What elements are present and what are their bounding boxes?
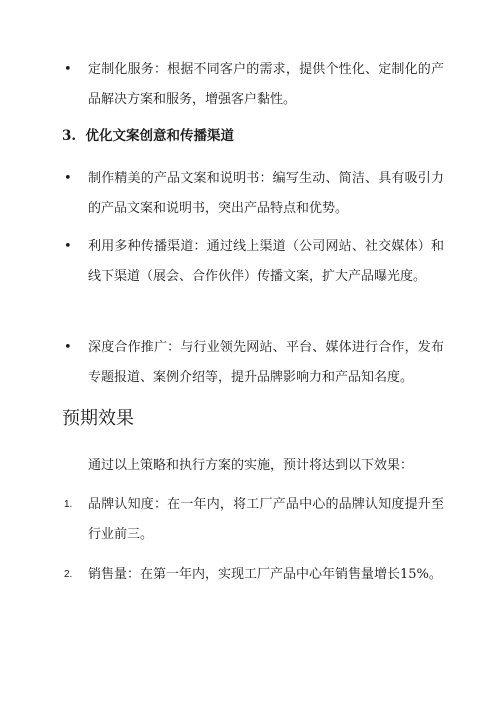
section-heading	[62, 125, 234, 147]
list-item-text: 深度合作推广：与行业领先网站、平台、媒体进行合作，发布专题报道、案例介绍等，提升品牌影响力和产品知名度。	[88, 340, 444, 385]
list-item	[64, 333, 444, 393]
intro-paragraph: 通过以上策略和执行方案的实施，预计将达到以下效果：	[88, 458, 414, 473]
bullet-marker: •	[64, 239, 72, 254]
list-item	[64, 55, 444, 115]
bullet-marker: •	[64, 171, 72, 186]
item-number: 2.	[64, 569, 73, 580]
item-number: 1.	[64, 499, 73, 510]
section-number: 3.	[62, 128, 77, 144]
list-item	[64, 164, 444, 224]
numbered-item	[64, 560, 444, 590]
numbered-item-text: 品牌认知度：在一年内，将工厂产品中心的品牌认知度提升至行业前三。	[88, 497, 444, 542]
list-item-text: 定制化服务：根据不同客户的需求，提供个性化、定制化的产品解决方案和服务，增强客户黏性。	[88, 62, 444, 107]
numbered-item-text: 销售量：在第一年内，实现工厂产品中心年销售量增长15%。	[88, 567, 442, 582]
list-item-text: 制作精美的产品文案和说明书：编写生动、简洁、具有吸引力的产品文案和说明书，突出产品特点和优势。	[88, 171, 444, 216]
section-title: 优化文案创意和传播渠道	[85, 128, 234, 144]
bullet-marker: •	[64, 340, 72, 355]
numbered-item	[64, 490, 444, 550]
page-heading: 预期效果	[62, 408, 134, 429]
list-item	[64, 232, 444, 292]
list-item-text: 利用多种传播渠道：通过线上渠道（公司网站、社交媒体）和线下渠道（展会、合作伙伴）传播文案，扩大产品曝光度。	[88, 239, 444, 284]
bullet-marker: •	[64, 62, 72, 77]
